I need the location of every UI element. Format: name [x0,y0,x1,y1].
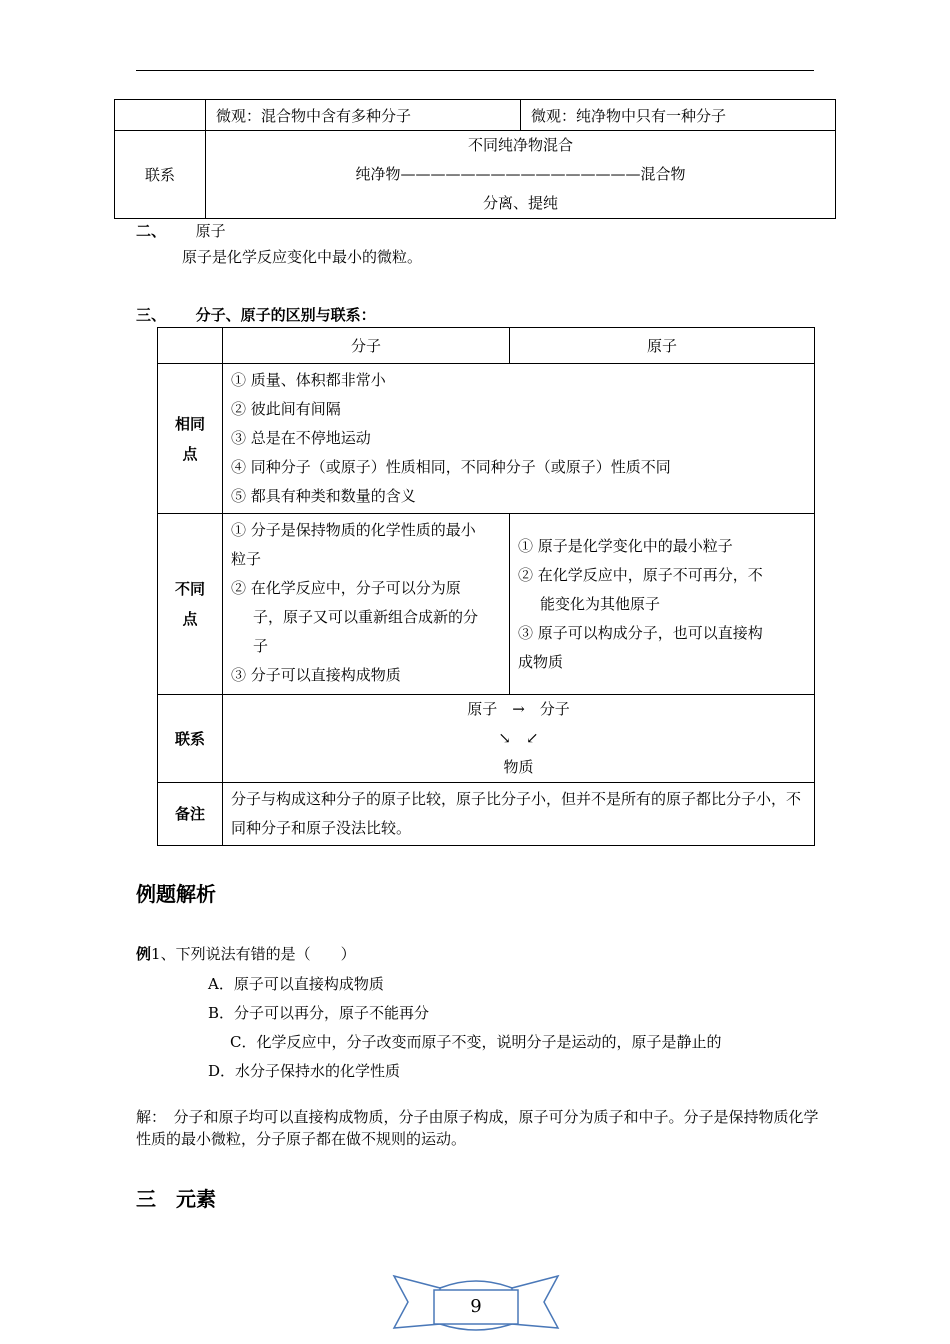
link-line-1: 原子 → 分子 [467,700,570,718]
list-item: ③ 原子可以构成分子，也可以直接构 [518,623,763,642]
option-c: C．化学反应中，分子改变而原子不变，说明分子是运动的，原子是静止的 [230,1033,722,1051]
corner-cell [158,328,223,364]
link-line-3: 物质 [503,758,534,776]
same-label: 相同 点 [158,364,223,514]
molecule-diff-cell [223,514,510,695]
section-compare-heading [136,304,376,326]
section-element-heading: 三 元素 [136,1187,216,1211]
list-item: ④ 同种分子（或原子）性质相同，不同种分子（或原子）性质不同 [231,458,671,476]
atom-diff-cell [510,514,815,695]
list-item-cont: 成物质 [518,652,564,671]
option-b: B．分子可以再分，原子不能再分 [208,1004,430,1022]
example-heading: 例题解析 [136,882,216,906]
diff-label: 不同 点 [158,514,223,695]
mixture-pure-table [114,99,836,219]
section-number: 三、 [136,306,167,324]
relation-label: 联系 [115,131,206,219]
page-number: 9 [470,1296,482,1317]
list-item: ② 在化学反应中，原子不可再分，不 [518,565,763,584]
relation-line-2: 纯净物————————————————混合物 [355,165,686,183]
note-cell: 分子与构成这种分子的原子比较，原子比分子小，但并不是所有的原子都比分子小，不同种分子和原子没法比较。 [223,783,815,846]
section-atom-body: 原子是化学反应变化中最小的微粒。 [182,248,423,266]
mixture-micro-cell: 微观：混合物中含有多种分子 [206,100,521,131]
section-title: 分子、原子的区别与联系： [195,306,376,324]
note-label: 备注 [158,783,223,846]
link-label: 联系 [158,695,223,783]
list-item-cont: 子 [253,637,269,655]
section-atom [136,220,226,242]
pure-micro-cell: 微观：纯净物中只有一种分子 [521,100,836,131]
list-item: ③ 分子可以直接构成物质 [231,666,401,684]
example-question: 例1、下列说法有错的是（ ） [136,945,356,963]
empty-label-cell [115,100,206,131]
list-item: ⑤ 都具有种类和数量的含义 [231,487,416,505]
list-item: ① 质量、体积都非常小 [231,371,386,389]
header-rule [136,70,814,71]
col-atom-header: 原子 [510,328,815,364]
option-a: A．原子可以直接构成物质 [208,975,384,993]
list-item-cont: 子，原子又可以重新组合成新的分 [253,608,479,626]
solution-text: 解： 分子和原子均可以直接构成物质，分子由原子构成，原子可分为质子和中子。分子是保持物质化学性质的最小微粒，分子原子都在做不规则的运动。 [136,1108,819,1148]
molecule-atom-table [157,327,815,846]
section-number: 二、 [136,222,167,240]
relation-cell [206,131,836,219]
col-molecule-header: 分子 [223,328,510,364]
relation-line-3: 分离、提纯 [482,194,558,212]
list-item-cont: 能变化为其他原子 [540,594,661,613]
list-item: ① 分子是保持物质的化学性质的最小 [231,521,476,539]
relation-line-1: 不同纯净物混合 [467,136,573,154]
section-title: 原子 [195,222,226,240]
list-item: ② 在化学反应中，分子可以分为原 [231,579,461,597]
list-item: ② 彼此间有间隔 [231,400,341,418]
list-item-cont: 粒子 [231,550,262,568]
link-arrows: ↘ ↙ [498,729,539,747]
list-item: ① 原子是化学变化中的最小粒子 [518,536,733,555]
link-cell [223,695,815,783]
option-d: D．水分子保持水的化学性质 [208,1062,401,1080]
list-item: ③ 总是在不停地运动 [231,429,371,447]
same-points-cell [223,364,815,514]
